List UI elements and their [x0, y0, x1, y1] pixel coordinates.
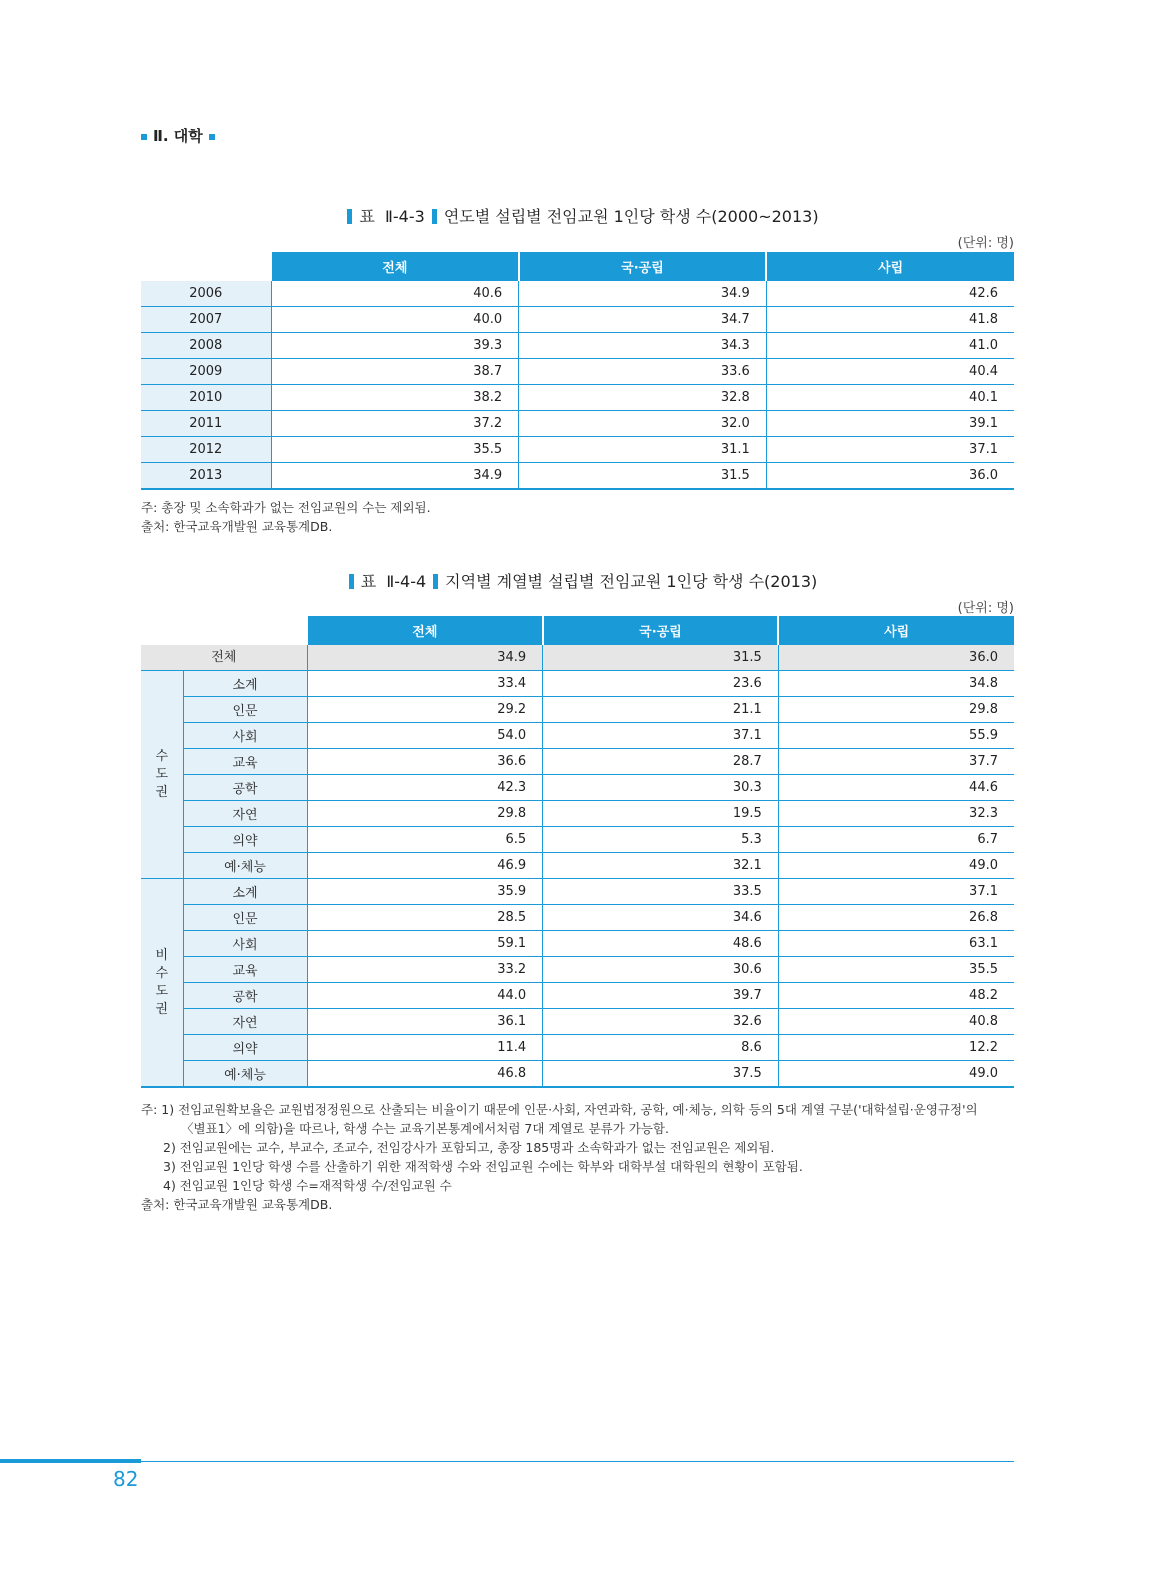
field-cell: 교육: [183, 749, 307, 775]
all-cell: 36.1: [307, 1009, 543, 1035]
note-line: 주: 1) 전임교원확보율은 교원법정정원으로 산출되는 비율이기 때문에 인문·사회, 자연과학, 공학, 예·체능, 의학 등의 5대 계열 구분('대학설립·운영규정'의: [141, 1102, 978, 1117]
public-cell: 28.7: [543, 749, 779, 775]
private-cell: 26.8: [778, 905, 1014, 931]
all-cell: 46.9: [307, 853, 543, 879]
private-cell: 37.1: [766, 437, 1014, 463]
table2-row: [141, 1035, 1014, 1061]
table2-row: [141, 801, 1014, 827]
region-label-char: 수: [155, 965, 169, 981]
year-cell: 2006: [141, 281, 271, 307]
all-cell: 6.5: [307, 827, 543, 853]
private-cell: 12.2: [778, 1035, 1014, 1061]
table1: [141, 252, 1014, 490]
public-cell: 37.5: [543, 1061, 779, 1088]
private-cell: 40.1: [766, 385, 1014, 411]
table2-row: [141, 723, 1014, 749]
all-cell: 38.7: [271, 359, 519, 385]
all-cell: 37.2: [271, 411, 519, 437]
private-cell: 36.0: [766, 463, 1014, 490]
all-cell: 34.9: [271, 463, 519, 490]
table1-title-num: Ⅱ-4-3: [385, 207, 425, 226]
region-label-char: 도: [155, 766, 169, 782]
region-group-label: [141, 671, 183, 879]
note-line: 2) 전임교원에는 교수, 부교수, 조교수, 전임강사가 포함되고, 총장 185명과 소속학과가 없는 전임교원은 제외됨.: [163, 1140, 775, 1155]
table2-unit: (단위: 명): [957, 601, 1014, 616]
title-bar-icon: [433, 574, 438, 589]
region-label-char: 비: [155, 947, 169, 963]
table1-row: [141, 359, 1014, 385]
table2-header-private: 사립: [778, 616, 1014, 645]
table2: [141, 616, 1014, 1088]
region-label-char: 도: [155, 983, 169, 999]
all-cell: 44.0: [307, 983, 543, 1009]
public-cell: 32.1: [543, 853, 779, 879]
section-header: [141, 125, 221, 146]
field-cell: 소계: [183, 671, 307, 697]
region-label-char: 수: [155, 748, 169, 764]
footer-accent-bar: [0, 1459, 141, 1463]
public-cell: 32.8: [519, 385, 767, 411]
all-cell: 11.4: [307, 1035, 543, 1061]
public-cell: 34.3: [519, 333, 767, 359]
square-bullet-icon: [209, 134, 215, 140]
public-cell: 21.1: [543, 697, 779, 723]
region-group-label: [141, 879, 183, 1088]
table2-row: [141, 983, 1014, 1009]
all-cell: 40.6: [271, 281, 519, 307]
public-cell: 33.5: [543, 879, 779, 905]
all-cell: 36.6: [307, 749, 543, 775]
field-cell: 사회: [183, 931, 307, 957]
table1-row: [141, 307, 1014, 333]
table1-note: 주: 총장 및 소속학과가 없는 전임교원의 수는 제외됨.: [141, 500, 431, 515]
table1-header-all: 전체: [271, 252, 519, 281]
private-cell: 34.8: [778, 671, 1014, 697]
table1-source: 출처: 한국교육개발원 교육통계DB.: [141, 519, 333, 534]
public-cell: 33.6: [519, 359, 767, 385]
field-cell: 사회: [183, 723, 307, 749]
table1-header-private: 사립: [766, 252, 1014, 281]
table2-row: [141, 957, 1014, 983]
table2-corner: [141, 616, 307, 645]
field-cell: 의약: [183, 1035, 307, 1061]
private-cell: 49.0: [778, 1061, 1014, 1088]
table1-row: [141, 437, 1014, 463]
field-cell: 소계: [183, 879, 307, 905]
public-cell: 19.5: [543, 801, 779, 827]
table2-notes: [141, 1100, 978, 1214]
table1-title-prefix: 표: [359, 207, 375, 226]
year-cell: 2011: [141, 411, 271, 437]
public-cell: 37.1: [543, 723, 779, 749]
all-cell: 35.5: [271, 437, 519, 463]
table2-row: [141, 827, 1014, 853]
page-number: 82: [113, 1467, 139, 1491]
note-line: 〈별표1〉에 의함)을 따르나, 학생 수는 교육기본통계에서처럼 7대 계열로 분류가 가능함.: [181, 1121, 669, 1136]
total-private: 36.0: [778, 645, 1014, 671]
field-cell: 인문: [183, 905, 307, 931]
table1-corner: [141, 252, 271, 281]
public-cell: 31.1: [519, 437, 767, 463]
year-cell: 2008: [141, 333, 271, 359]
public-cell: 34.6: [543, 905, 779, 931]
year-cell: 2010: [141, 385, 271, 411]
field-cell: 예·체능: [183, 853, 307, 879]
private-cell: 42.6: [766, 281, 1014, 307]
all-cell: 29.8: [307, 801, 543, 827]
public-cell: 31.5: [519, 463, 767, 490]
table2-title-num: Ⅱ-4-4: [386, 572, 427, 591]
table2-row: [141, 879, 1014, 905]
all-cell: 33.4: [307, 671, 543, 697]
all-cell: 38.2: [271, 385, 519, 411]
title-bar-icon: [347, 209, 352, 224]
square-bullet-icon: [141, 134, 147, 140]
region-label-char: 권: [155, 784, 169, 800]
year-cell: 2007: [141, 307, 271, 333]
public-cell: 23.6: [543, 671, 779, 697]
table2-row: [141, 853, 1014, 879]
table1-row: [141, 385, 1014, 411]
private-cell: 32.3: [778, 801, 1014, 827]
table1-row: [141, 463, 1014, 490]
public-cell: 48.6: [543, 931, 779, 957]
table2-title-prefix: 표: [360, 572, 377, 591]
field-cell: 교육: [183, 957, 307, 983]
field-cell: 의약: [183, 827, 307, 853]
note-line: 4) 전임교원 1인당 학생 수=재적학생 수/전임교원 수: [163, 1178, 452, 1193]
field-cell: 공학: [183, 983, 307, 1009]
private-cell: 55.9: [778, 723, 1014, 749]
table2-row: [141, 1009, 1014, 1035]
all-cell: 35.9: [307, 879, 543, 905]
table2-total-row: [141, 645, 1014, 671]
private-cell: 41.0: [766, 333, 1014, 359]
table1-row: [141, 333, 1014, 359]
all-cell: 42.3: [307, 775, 543, 801]
table1-header-public: 국·공립: [519, 252, 767, 281]
private-cell: 40.4: [766, 359, 1014, 385]
public-cell: 39.7: [543, 983, 779, 1009]
year-cell: 2012: [141, 437, 271, 463]
table2-row: [141, 905, 1014, 931]
year-cell: 2009: [141, 359, 271, 385]
private-cell: 37.1: [778, 879, 1014, 905]
public-cell: 30.3: [543, 775, 779, 801]
all-cell: 29.2: [307, 697, 543, 723]
all-cell: 28.5: [307, 905, 543, 931]
private-cell: 44.6: [778, 775, 1014, 801]
public-cell: 32.6: [543, 1009, 779, 1035]
table2-source: 출처: 한국교육개발원 교육통계DB.: [141, 1197, 333, 1212]
private-cell: 6.7: [778, 827, 1014, 853]
total-public: 31.5: [543, 645, 779, 671]
field-cell: 자연: [183, 1009, 307, 1035]
table1-title: [0, 204, 1159, 227]
table2-row: [141, 697, 1014, 723]
public-cell: 32.0: [519, 411, 767, 437]
all-cell: 39.3: [271, 333, 519, 359]
public-cell: 5.3: [543, 827, 779, 853]
public-cell: 8.6: [543, 1035, 779, 1061]
private-cell: 40.8: [778, 1009, 1014, 1035]
table2-header-all: 전체: [307, 616, 543, 645]
field-cell: 자연: [183, 801, 307, 827]
total-label: 전체: [141, 645, 307, 671]
table1-title-text: 연도별 설립별 전임교원 1인당 학생 수(2000~2013): [443, 207, 819, 226]
total-all: 34.9: [307, 645, 543, 671]
year-cell: 2013: [141, 463, 271, 490]
all-cell: 59.1: [307, 931, 543, 957]
table2-row: [141, 931, 1014, 957]
public-cell: 34.9: [519, 281, 767, 307]
all-cell: 33.2: [307, 957, 543, 983]
table2-row: [141, 671, 1014, 697]
table2-row: [141, 775, 1014, 801]
private-cell: 63.1: [778, 931, 1014, 957]
private-cell: 37.7: [778, 749, 1014, 775]
table1-row: [141, 281, 1014, 307]
private-cell: 49.0: [778, 853, 1014, 879]
note-line: 3) 전임교원 1인당 학생 수를 산출하기 위한 재적학생 수와 전임교원 수에는 학부와 대학부설 대학원의 현황이 포함됨.: [163, 1159, 803, 1174]
private-cell: 35.5: [778, 957, 1014, 983]
table1-row: [141, 411, 1014, 437]
title-bar-icon: [349, 574, 354, 589]
private-cell: 48.2: [778, 983, 1014, 1009]
region-label-char: 권: [155, 1001, 169, 1017]
table2-title-text: 지역별 계열별 설립별 전임교원 1인당 학생 수(2013): [445, 572, 818, 591]
table2-title: [0, 569, 1159, 592]
table2-row: [141, 749, 1014, 775]
footer-rule: [141, 1461, 1014, 1462]
table2-row: [141, 1061, 1014, 1088]
public-cell: 34.7: [519, 307, 767, 333]
title-bar-icon: [432, 209, 437, 224]
field-cell: 예·체능: [183, 1061, 307, 1088]
section-label: Ⅱ. 대학: [153, 127, 203, 145]
private-cell: 29.8: [778, 697, 1014, 723]
table2-header-public: 국·공립: [543, 616, 779, 645]
all-cell: 54.0: [307, 723, 543, 749]
field-cell: 인문: [183, 697, 307, 723]
public-cell: 30.6: [543, 957, 779, 983]
all-cell: 40.0: [271, 307, 519, 333]
private-cell: 41.8: [766, 307, 1014, 333]
field-cell: 공학: [183, 775, 307, 801]
table1-unit: (단위: 명): [957, 236, 1014, 251]
private-cell: 39.1: [766, 411, 1014, 437]
all-cell: 46.8: [307, 1061, 543, 1088]
